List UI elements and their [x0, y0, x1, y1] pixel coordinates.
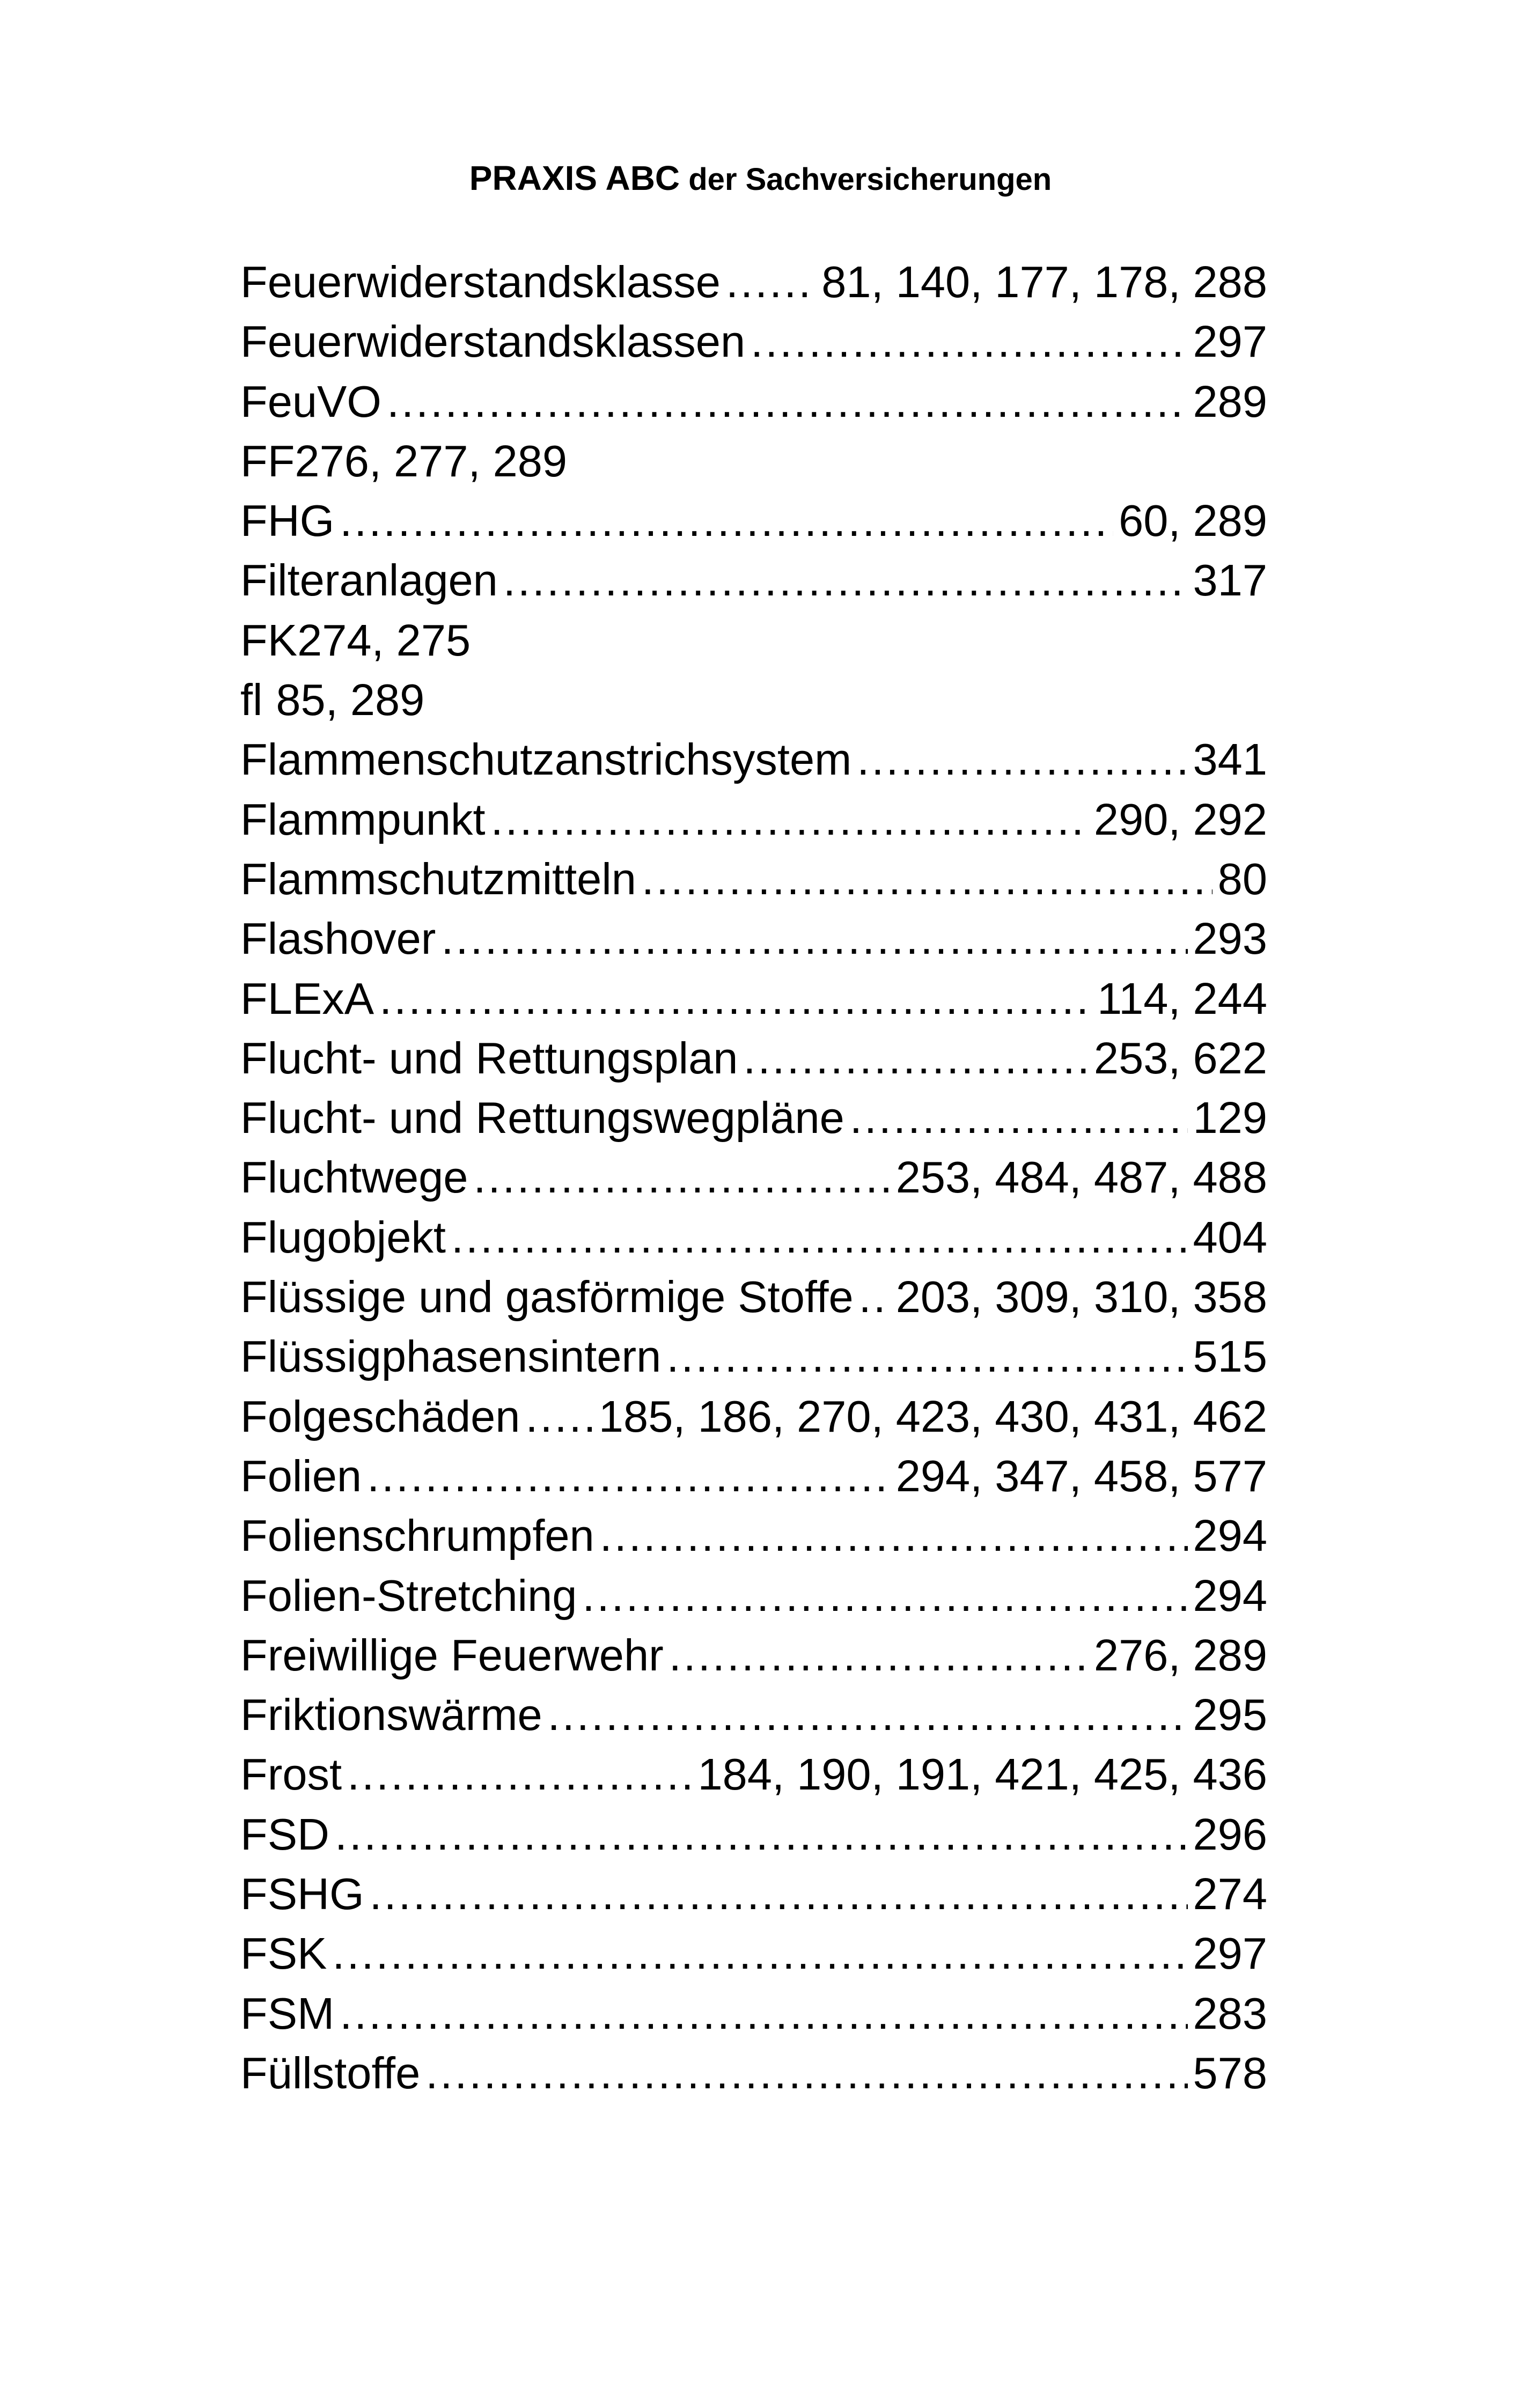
dot-leader — [642, 849, 1213, 909]
index-pages: 184, 190, 191, 421, 425, 436 — [697, 1749, 1267, 1800]
index-pages: 294 — [1193, 1511, 1267, 1561]
dot-leader — [370, 1864, 1188, 1924]
index-pages: 294 — [1193, 1570, 1267, 1621]
index-term: Friktionswärme — [240, 1690, 542, 1740]
dot-leader — [367, 1446, 891, 1506]
dot-leader — [491, 790, 1089, 849]
index-pages: 80 — [1217, 853, 1267, 904]
index-term: Flucht- und Rettungsplan — [240, 1033, 738, 1083]
dot-leader — [743, 1028, 1089, 1088]
index-pages: 296 — [1193, 1809, 1267, 1859]
index-entry — [240, 1387, 1267, 1446]
index-entry — [240, 1685, 1267, 1744]
index-pages: 276, 277, 289 — [295, 436, 568, 486]
index-pages: 289 — [1193, 376, 1267, 426]
index-pages: 295 — [1193, 1690, 1267, 1740]
index-entry — [240, 1864, 1267, 1924]
index-term: FSD — [240, 1809, 329, 1859]
index-term: Füllstoffe — [240, 2048, 421, 2098]
dot-leader — [347, 1744, 692, 1804]
index-term: Frost — [240, 1749, 342, 1800]
index-entry — [240, 491, 1267, 550]
index-term: FeuVO — [240, 376, 381, 426]
index-term: Folien-Stretching — [240, 1570, 577, 1621]
index-pages: 203, 309, 310, 358 — [895, 1272, 1267, 1322]
dot-leader — [525, 1387, 593, 1446]
dot-leader — [503, 550, 1188, 610]
index-pages: 293 — [1193, 914, 1267, 964]
dot-leader — [582, 1566, 1187, 1625]
index-pages: 129 — [1193, 1093, 1267, 1143]
index-entry — [240, 730, 1267, 789]
index-entry — [240, 1625, 1267, 1685]
index-pages: 81, 140, 177, 178, 288 — [821, 257, 1267, 307]
index-entry — [240, 1566, 1267, 1625]
index-pages: 60, 289 — [1119, 496, 1267, 546]
index-entry — [240, 1446, 1267, 1506]
index-entry — [240, 1147, 1267, 1207]
dot-leader — [600, 1506, 1188, 1565]
dot-leader — [387, 372, 1188, 431]
dot-leader — [859, 1267, 891, 1327]
index-pages: 114, 244 — [1097, 973, 1267, 1023]
index-pages: 274, 275 — [297, 615, 471, 665]
index-term: Filteranlagen — [240, 555, 498, 606]
index-term: Feuerwiderstandsklasse — [240, 257, 721, 307]
index-pages: 283 — [1193, 1988, 1267, 2038]
index-entry — [240, 550, 1267, 610]
index-pages: 297 — [1193, 316, 1267, 367]
header-title-rest: der Sachversicherungen — [680, 162, 1052, 197]
dot-leader — [340, 1984, 1187, 2043]
index-term: Flucht- und Rettungswegpläne — [240, 1093, 844, 1143]
index-pages: 274 — [1193, 1869, 1267, 1919]
dot-leader — [335, 1805, 1188, 1864]
index-term: Flüssige und gasförmige Stoffe — [240, 1272, 854, 1322]
index-entry — [240, 1267, 1267, 1327]
dot-leader — [850, 1088, 1188, 1147]
index-term: FHG — [240, 496, 335, 546]
index-term: Flammschutzmitteln — [240, 853, 636, 904]
index-pages: 297 — [1193, 1928, 1267, 1979]
dot-leader — [340, 491, 1113, 550]
dot-leader — [451, 1207, 1188, 1267]
index-entry — [240, 969, 1267, 1028]
index-pages: 276, 289 — [1093, 1630, 1267, 1680]
index-term: Folgeschäden — [240, 1391, 520, 1441]
index-entry — [240, 909, 1267, 968]
index-term: Folien — [240, 1450, 362, 1501]
index-term: FSM — [240, 1988, 335, 2038]
index-entry — [240, 1327, 1267, 1386]
index-term: Flammenschutzanstrichsystem — [240, 734, 852, 785]
index-pages: 578 — [1193, 2048, 1267, 2098]
index-pages: 294, 347, 458, 577 — [895, 1450, 1267, 1501]
index-entry — [240, 1744, 1267, 1804]
index-term: fl — [240, 675, 263, 725]
index-entry — [240, 1984, 1267, 2043]
index-entry — [240, 1506, 1267, 1565]
index-entry — [240, 790, 1267, 849]
index-list — [240, 252, 1267, 2103]
index-entry — [240, 1088, 1267, 1147]
dot-leader — [726, 252, 816, 312]
index-term: Flüssigphasensintern — [240, 1331, 662, 1382]
index-entry — [240, 1805, 1267, 1864]
index-entry — [240, 2043, 1267, 2103]
dot-leader — [666, 1327, 1187, 1386]
dot-leader — [441, 909, 1187, 968]
index-entry — [240, 252, 1267, 312]
index-term: Flammpunkt — [240, 794, 486, 844]
index-entry — [240, 849, 1267, 909]
index-entry — [240, 372, 1267, 431]
index-pages: 290, 292 — [1093, 794, 1267, 844]
dot-leader — [332, 1924, 1187, 1983]
index-entry — [240, 670, 1267, 730]
index-pages: 253, 622 — [1093, 1033, 1267, 1083]
page-header — [0, 157, 1521, 201]
dot-leader — [751, 312, 1187, 371]
index-term: Freiwillige Feuerwehr — [240, 1630, 664, 1680]
index-pages: 341 — [1193, 734, 1267, 785]
dot-leader — [473, 1147, 890, 1207]
index-pages: 185, 186, 270, 423, 430, 431, 462 — [598, 1391, 1267, 1441]
dot-leader — [669, 1625, 1089, 1685]
index-pages: 85, 289 — [276, 675, 425, 725]
index-term: Folienschrumpfen — [240, 1511, 594, 1561]
index-term: Fluchtwege — [240, 1152, 468, 1203]
index-pages: 404 — [1193, 1212, 1267, 1262]
index-term: FLExA — [240, 973, 374, 1023]
index-entry — [240, 431, 1267, 491]
index-term: FK — [240, 615, 298, 665]
index-term: Flugobjekt — [240, 1212, 446, 1262]
index-term: Feuerwiderstandsklassen — [240, 316, 746, 367]
index-pages: 317 — [1193, 555, 1267, 606]
index-entry — [240, 312, 1267, 371]
index-entry — [240, 1028, 1267, 1088]
index-term: FSHG — [240, 1869, 364, 1919]
index-term: FSK — [240, 1928, 327, 1979]
dot-leader — [548, 1685, 1188, 1744]
index-entry — [240, 1207, 1267, 1267]
index-term: Flashover — [240, 914, 436, 964]
dot-leader — [857, 730, 1187, 789]
dot-leader — [425, 2043, 1187, 2103]
index-term: FF — [240, 436, 295, 486]
index-pages: 253, 484, 487, 488 — [895, 1152, 1267, 1203]
header-title-strong: PRAXIS ABC — [469, 159, 680, 197]
dot-leader — [379, 969, 1092, 1028]
index-entry — [240, 610, 1267, 670]
index-pages: 515 — [1193, 1331, 1267, 1382]
index-entry — [240, 1924, 1267, 1983]
